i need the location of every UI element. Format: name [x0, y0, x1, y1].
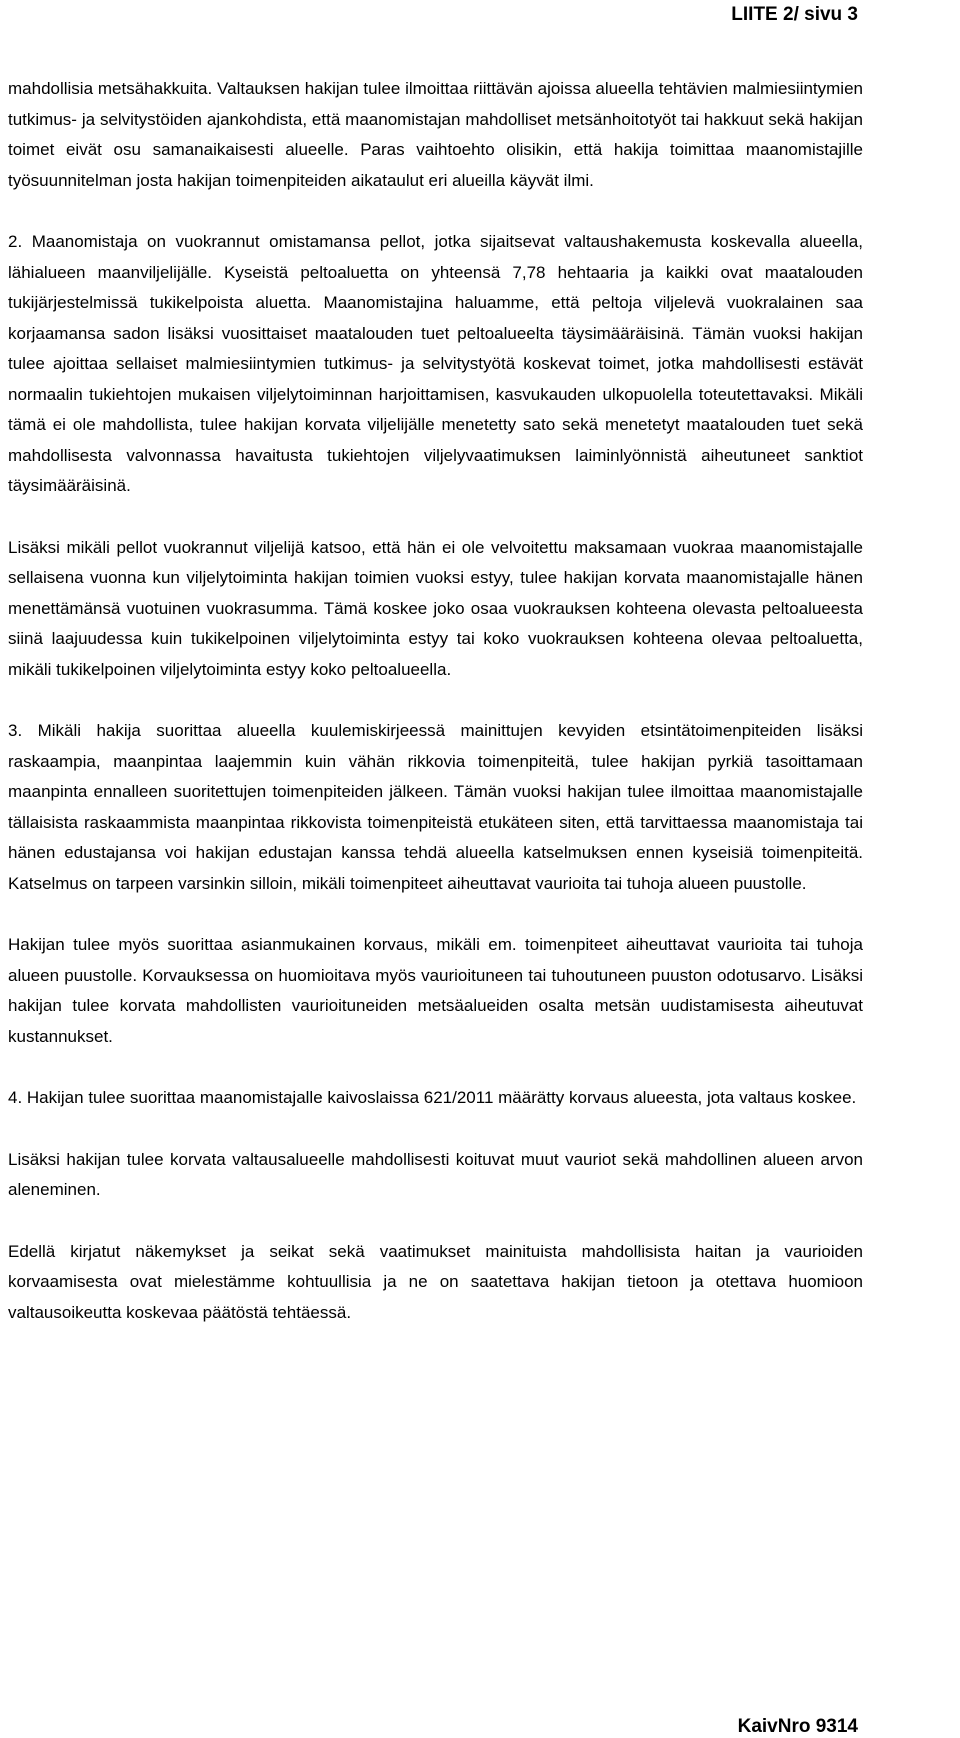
paragraph-section-2: 2. Maanomistaja on vuokrannut omistamansa pellot, jotka sijaitsevat valtaushakemusta koskevalla alueella, lähialueen maanviljelijälle. Kyseistä peltoaluetta on yhteensä 7,78 hehtaaria ja kaikki ovat maatalouden tukijärjestelmissä tukikelpoista aluetta. Maanomistajina haluamme, että peltoja viljelevä vuokralainen saa korjaamansa sadon lisäksi vuosittaiset maatalouden tuet peltoalueelta täysimääräisinä. Tämän vuoksi hakijan tulee ajoittaa sellaiset malmiesiintymien tutkimus- ja selvitystyötä koskevat toimet, jotka mahdollisesti estävät normaalin tukiehtojen mukaisen viljelytoiminnan harjoittamisen, kasvukauden ulkopuolella toteutettavaksi. Mikäli tämä ei ole mahdollista, tulee hakijan korvata viljelijälle menetetty sato sekä menetetyt maatalouden tuet sekä mahdollisesta valvonnassa havaitusta tukiehtojen viljelyvaatimuksen laiminlyönnistä aiheutuneet sanktiot täysimääräisinä.: [8, 232, 863, 495]
paragraph-forest-compensation: Hakijan tulee myös suorittaa asianmukainen korvaus, mikäli em. toimenpiteet aiheuttavat vaurioita tai tuhoja alueen puustolle. Korvauksessa on huomioitava myös vaurioituneen tai tuhoutuneen puuston odotusarvo. Lisäksi hakijan tulee korvata mahdollisten vaurioituneiden metsäalueiden osalta metsän uudistamisesta aiheutuvat kustannukset.: [8, 935, 863, 1046]
document-number: KaivNro 9314: [737, 1716, 858, 1737]
document-body: [8, 74, 863, 1359]
paragraph-conclusion: Edellä kirjatut näkemykset ja seikat sekä vaatimukset mainituista mahdollisista haitan ja vaurioiden korvaamisesta ovat mielestämme kohtuullisia ja ne on saatettava hakijan tietoon ja otettava huomioon valtausoikeutta koskevaa päätöstä tehtäessä.: [8, 1241, 863, 1322]
page-header-label: LIITE 2/ sivu 3: [731, 4, 858, 25]
paragraph-continuation: mahdollisia metsähakkuita. Valtauksen hakijan tulee ilmoittaa riittävän ajoissa alueella tehtävien malmiesiintymien tutkimus- ja selvitystöiden ajankohdista, että maanomistajan mahdolliset metsänhoitotyöt tai hakkuut sekä hakijan toimet eivät osu samanaikaisesti alueelle. Paras vaihtoehto olisikin, että hakija toimittaa maanomistajille työsuunnitelman josta hakijan toimenpiteiden aikataulut eri alueilla käyvät ilmi.: [8, 79, 863, 190]
paragraph-other-damages: Lisäksi hakijan tulee korvata valtausalueelle mahdollisesti koituvat muut vauriot sekä mahdollinen alueen arvon aleneminen.: [8, 1149, 863, 1199]
paragraph-section-3: 3. Mikäli hakija suorittaa alueella kuulemiskirjeessä mainittujen kevyiden etsintätoimenpiteiden lisäksi raskaampia, maanpintaa laajemmin kuin vähän rikkovia toimenpiteitä, tulee hakijan pyrkiä tasoittamaan maanpinta ennalleen suoritettujen toimenpiteiden jälkeen. Tämän vuoksi hakijan tulee ilmoittaa maanomistajalle tällaisista raskaammista maanpintaa rikkovista toimenpiteistä etukäteen siten, että tarvittaessa maanomistaja tai hänen edustajansa voi hakijan edustajan kanssa tehdä alueella katselmuksen ennen kyseisiä toimenpiteitä. Katselmus on tarpeen varsinkin silloin, mikäli toimenpiteet aiheuttavat vaurioita tai tuhoja alueen puustolle.: [8, 721, 863, 893]
paragraph-rent-compensation: Lisäksi mikäli pellot vuokrannut viljelijä katsoo, että hän ei ole velvoitettu maksamaan vuokraa maanomistajalle sellaisena vuonna kun viljelytoiminta hakijan toimien vuoksi estyy, tulee hakijan korvata maanomistajalle hänen menettämänsä vuotuinen vuokrasumma. Tämä koskee joko osaa vuokrauksen kohteena olevasta peltoalueesta siinä laajuudessa kuin tukikelpoinen viljelytoiminta estyy tai koko vuokrauksen kohteena olevaa peltoaluetta, mikäli tukikelpoinen viljelytoiminta estyy koko peltoalueella.: [8, 537, 863, 679]
paragraph-section-4: 4. Hakijan tulee suorittaa maanomistajalle kaivoslaissa 621/2011 määrätty korvaus alueesta, jota valtaus koskee.: [8, 1088, 857, 1107]
